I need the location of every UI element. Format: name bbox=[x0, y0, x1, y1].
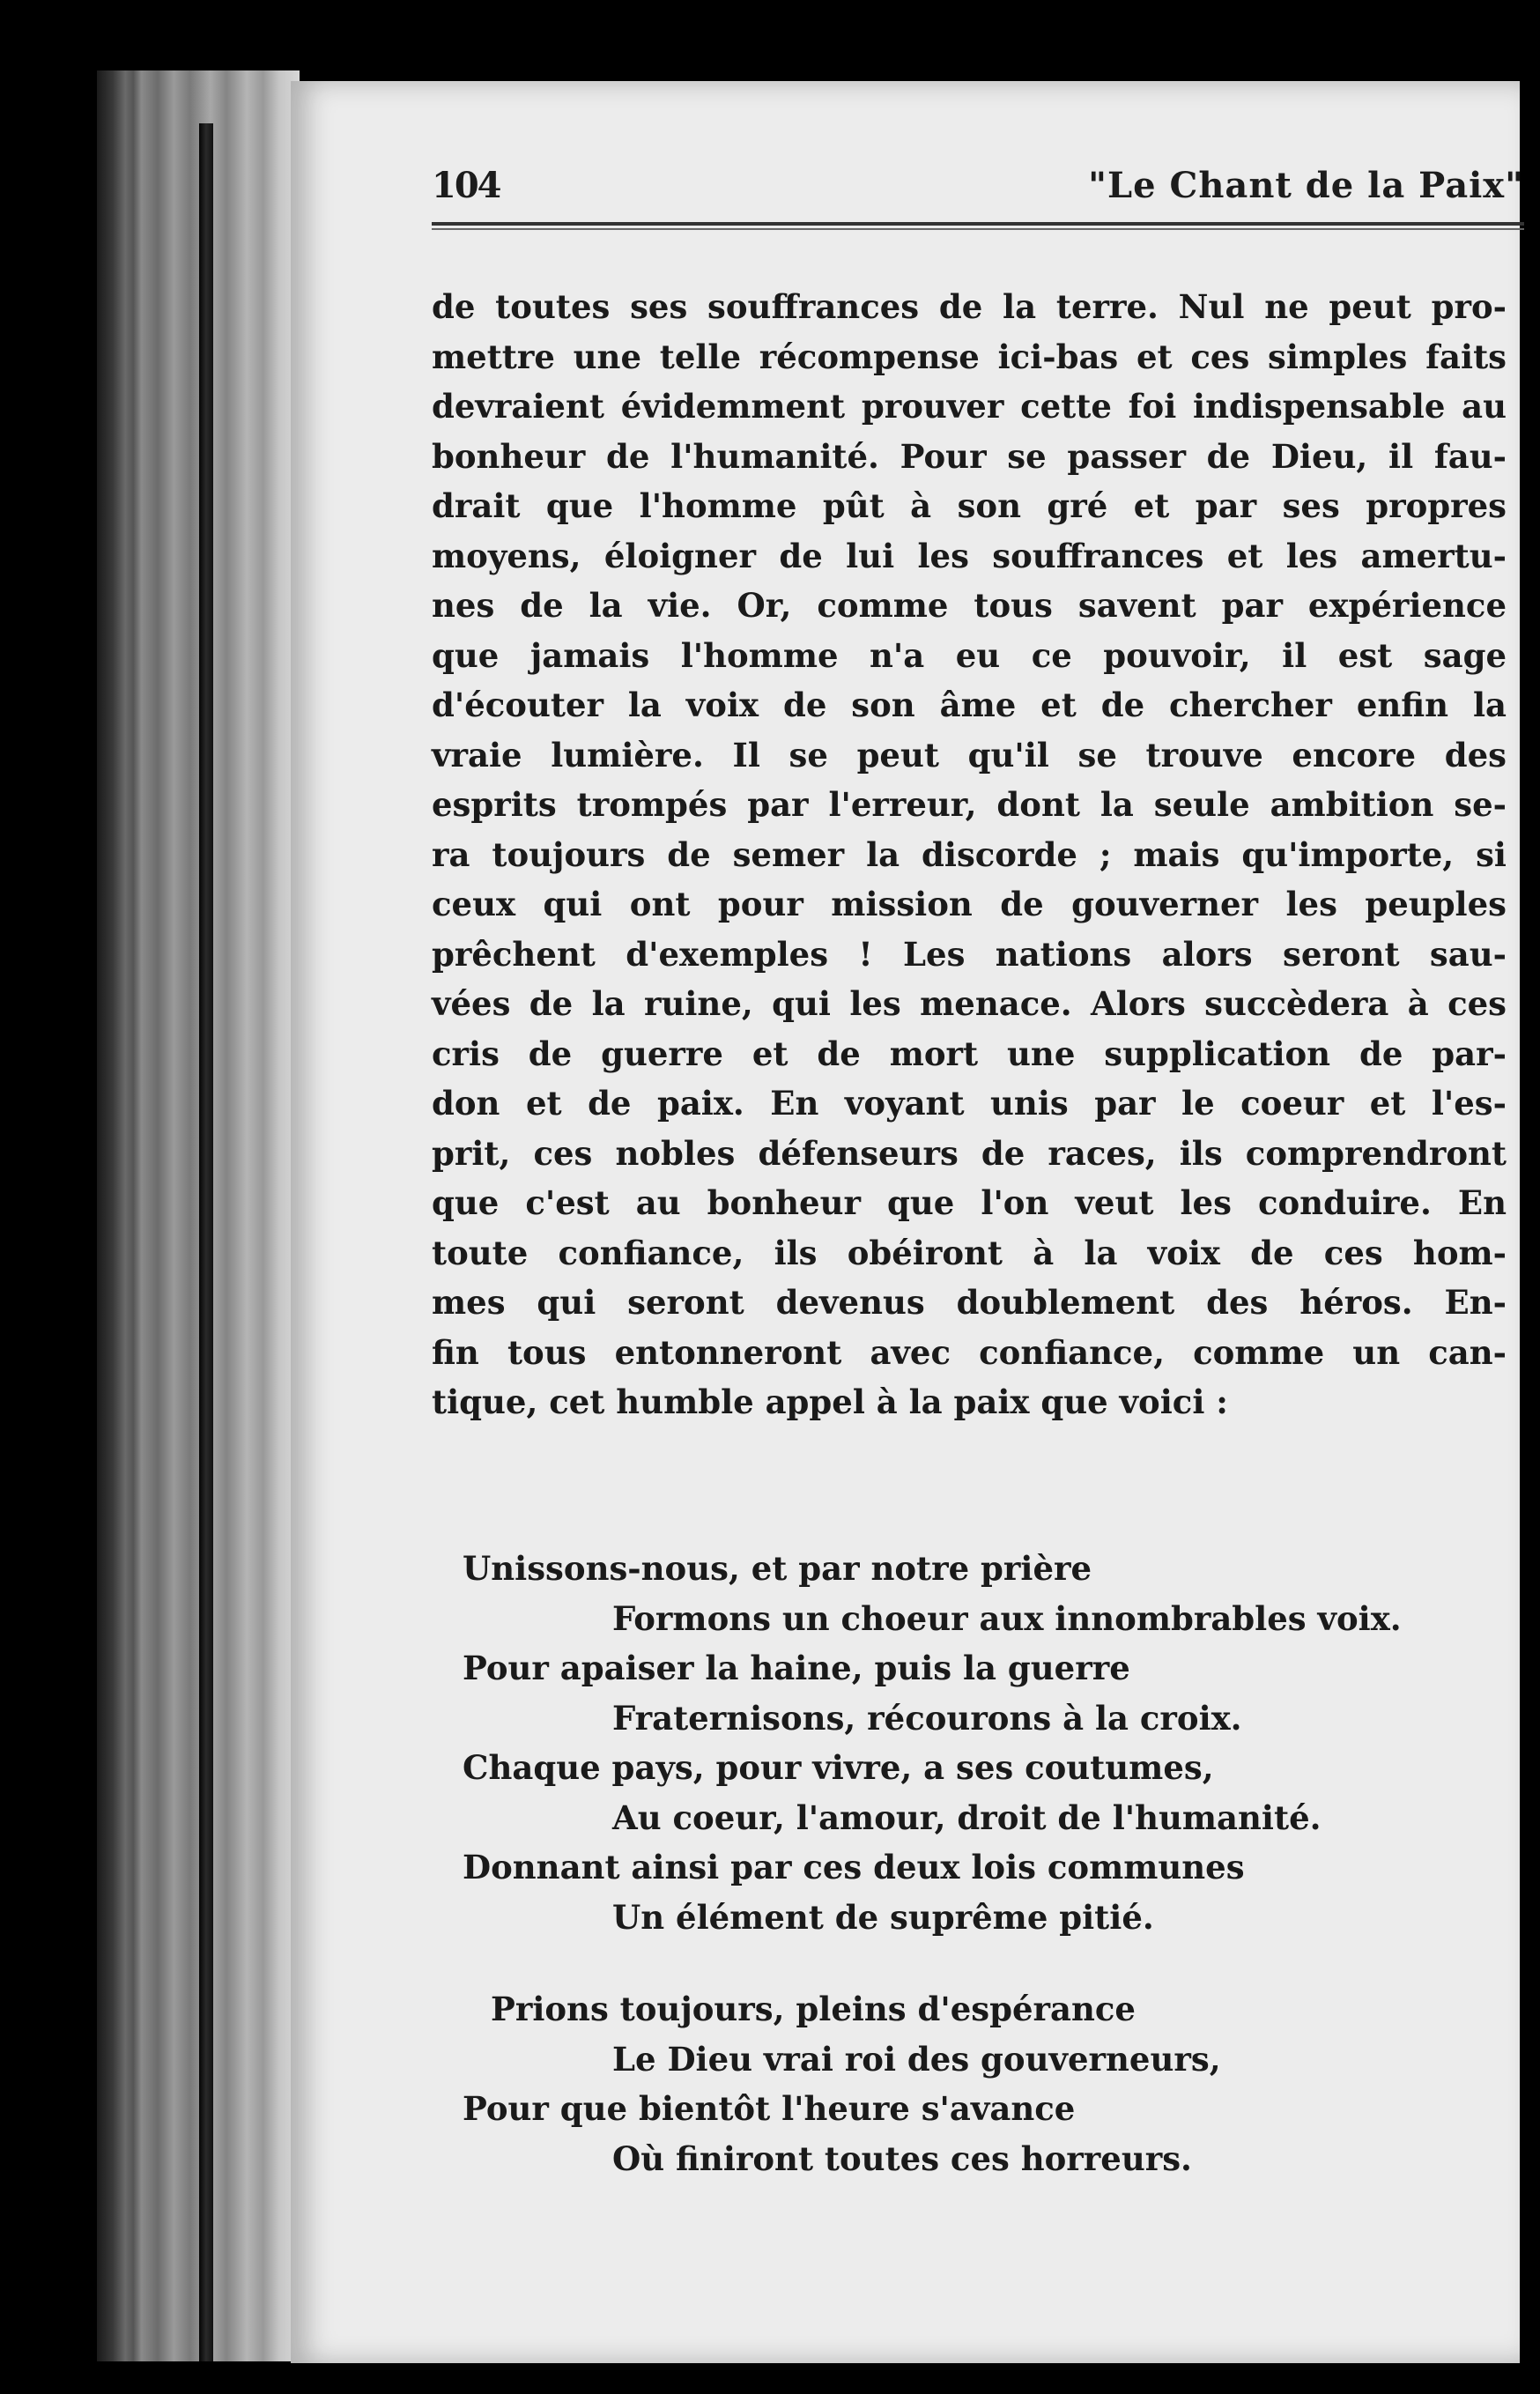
poem-verse: Pour que bientôt l'heure s'avance bbox=[463, 2089, 1076, 2128]
text-line: vées de la ruine, qui les menace. Alors succèdera à ces bbox=[432, 984, 1507, 1023]
running-title: "Le Chant de la Paix" bbox=[1088, 165, 1524, 206]
page-header bbox=[432, 165, 1524, 218]
poem bbox=[463, 1544, 1520, 2226]
poem-verse: Au coeur, l'amour, droit de l'humanité. bbox=[612, 1797, 1322, 1837]
poem-verse: Où finiront toutes ces horreurs. bbox=[612, 2138, 1192, 2178]
text-line: devraient évidemment prouver cette foi indispensable au bbox=[432, 387, 1507, 426]
poem-verse: Un élément de suprême pitié. bbox=[612, 1897, 1154, 1937]
poem-verse: Le Dieu vrai roi des gouverneurs, bbox=[612, 2039, 1221, 2079]
poem-verse: Donnant ainsi par ces deux lois communes bbox=[463, 1848, 1245, 1886]
text-line: que jamais l'homme n'a eu ce pouvoir, il est sage bbox=[432, 635, 1507, 675]
poem-verse: Chaque pays, pour vivre, a ses coutumes, bbox=[463, 1748, 1214, 1787]
poem-verse: Prions toujours, pleins d'espérance bbox=[491, 1990, 1136, 2028]
book-gutter bbox=[97, 70, 300, 2361]
poem-verse: Formons un choeur aux innombrables voix. bbox=[612, 1598, 1402, 1638]
text-line: fin tous entonneront avec confiance, comme un can- bbox=[432, 1332, 1507, 1372]
poem-stanza bbox=[463, 1544, 1520, 1942]
text-line: nes de la vie. Or, comme tous savent par expérience bbox=[432, 586, 1507, 625]
page-number: 104 bbox=[432, 165, 500, 206]
poem-stanza bbox=[463, 1984, 1520, 2183]
text-line: de toutes ses souffrances de la terre. Nul ne peut pro- bbox=[432, 287, 1507, 326]
text-line: d'écouter la voix de son âme et de chercher enfin la bbox=[432, 686, 1507, 724]
poem-verse: Pour apaiser la haine, puis la guerre bbox=[463, 1649, 1130, 1687]
text-line: don et de paix. En voyant unis par le coeur et l'es- bbox=[432, 1084, 1507, 1123]
text-line: que c'est au bonheur que l'on veut les conduire. En bbox=[432, 1183, 1507, 1222]
text-line: drait que l'homme pût à son gré et par ses propres bbox=[432, 486, 1507, 525]
poem-verse: Fraternisons, récourons à la croix. bbox=[612, 1698, 1242, 1738]
text-line: ra toujours de semer la discorde ; mais qu'importe, si bbox=[432, 834, 1507, 874]
text-line: esprits trompés par l'erreur, dont la seule ambition se- bbox=[432, 785, 1507, 824]
text-line: toute confiance, ils obéiront à la voix de ces hom- bbox=[432, 1233, 1507, 1272]
text-line: prit, ces nobles défenseurs de races, ils comprendront bbox=[432, 1133, 1507, 1173]
text-line: vraie lumière. Il se peut qu'il se trouve encore des bbox=[432, 735, 1507, 775]
text-line: prêchent d'exemples ! Les nations alors seront sau- bbox=[432, 934, 1507, 974]
text-line: cris de guerre et de mort une supplication de par- bbox=[432, 1034, 1507, 1073]
body-paragraph bbox=[432, 282, 1507, 1427]
text-line: mes qui seront devenus doublement des héros. En- bbox=[432, 1283, 1507, 1322]
text-line: moyens, éloigner de lui les souffrances et les amertu- bbox=[432, 536, 1507, 575]
text-line: tique, cet humble appel à la paix que voici : bbox=[432, 1382, 1228, 1421]
text-line: bonheur de l'humanité. Pour se passer de Dieu, il fau- bbox=[432, 436, 1507, 476]
text-line: mettre une telle récompense ici-bas et ces simples faits bbox=[432, 337, 1507, 376]
header-rule bbox=[432, 222, 1524, 230]
book-spine-fold bbox=[199, 123, 213, 2361]
text-line: ceux qui ont pour mission de gouverner les peuples bbox=[432, 885, 1507, 923]
poem-verse: Unissons-nous, et par notre prière bbox=[463, 1549, 1092, 1588]
book-page bbox=[291, 81, 1524, 2363]
